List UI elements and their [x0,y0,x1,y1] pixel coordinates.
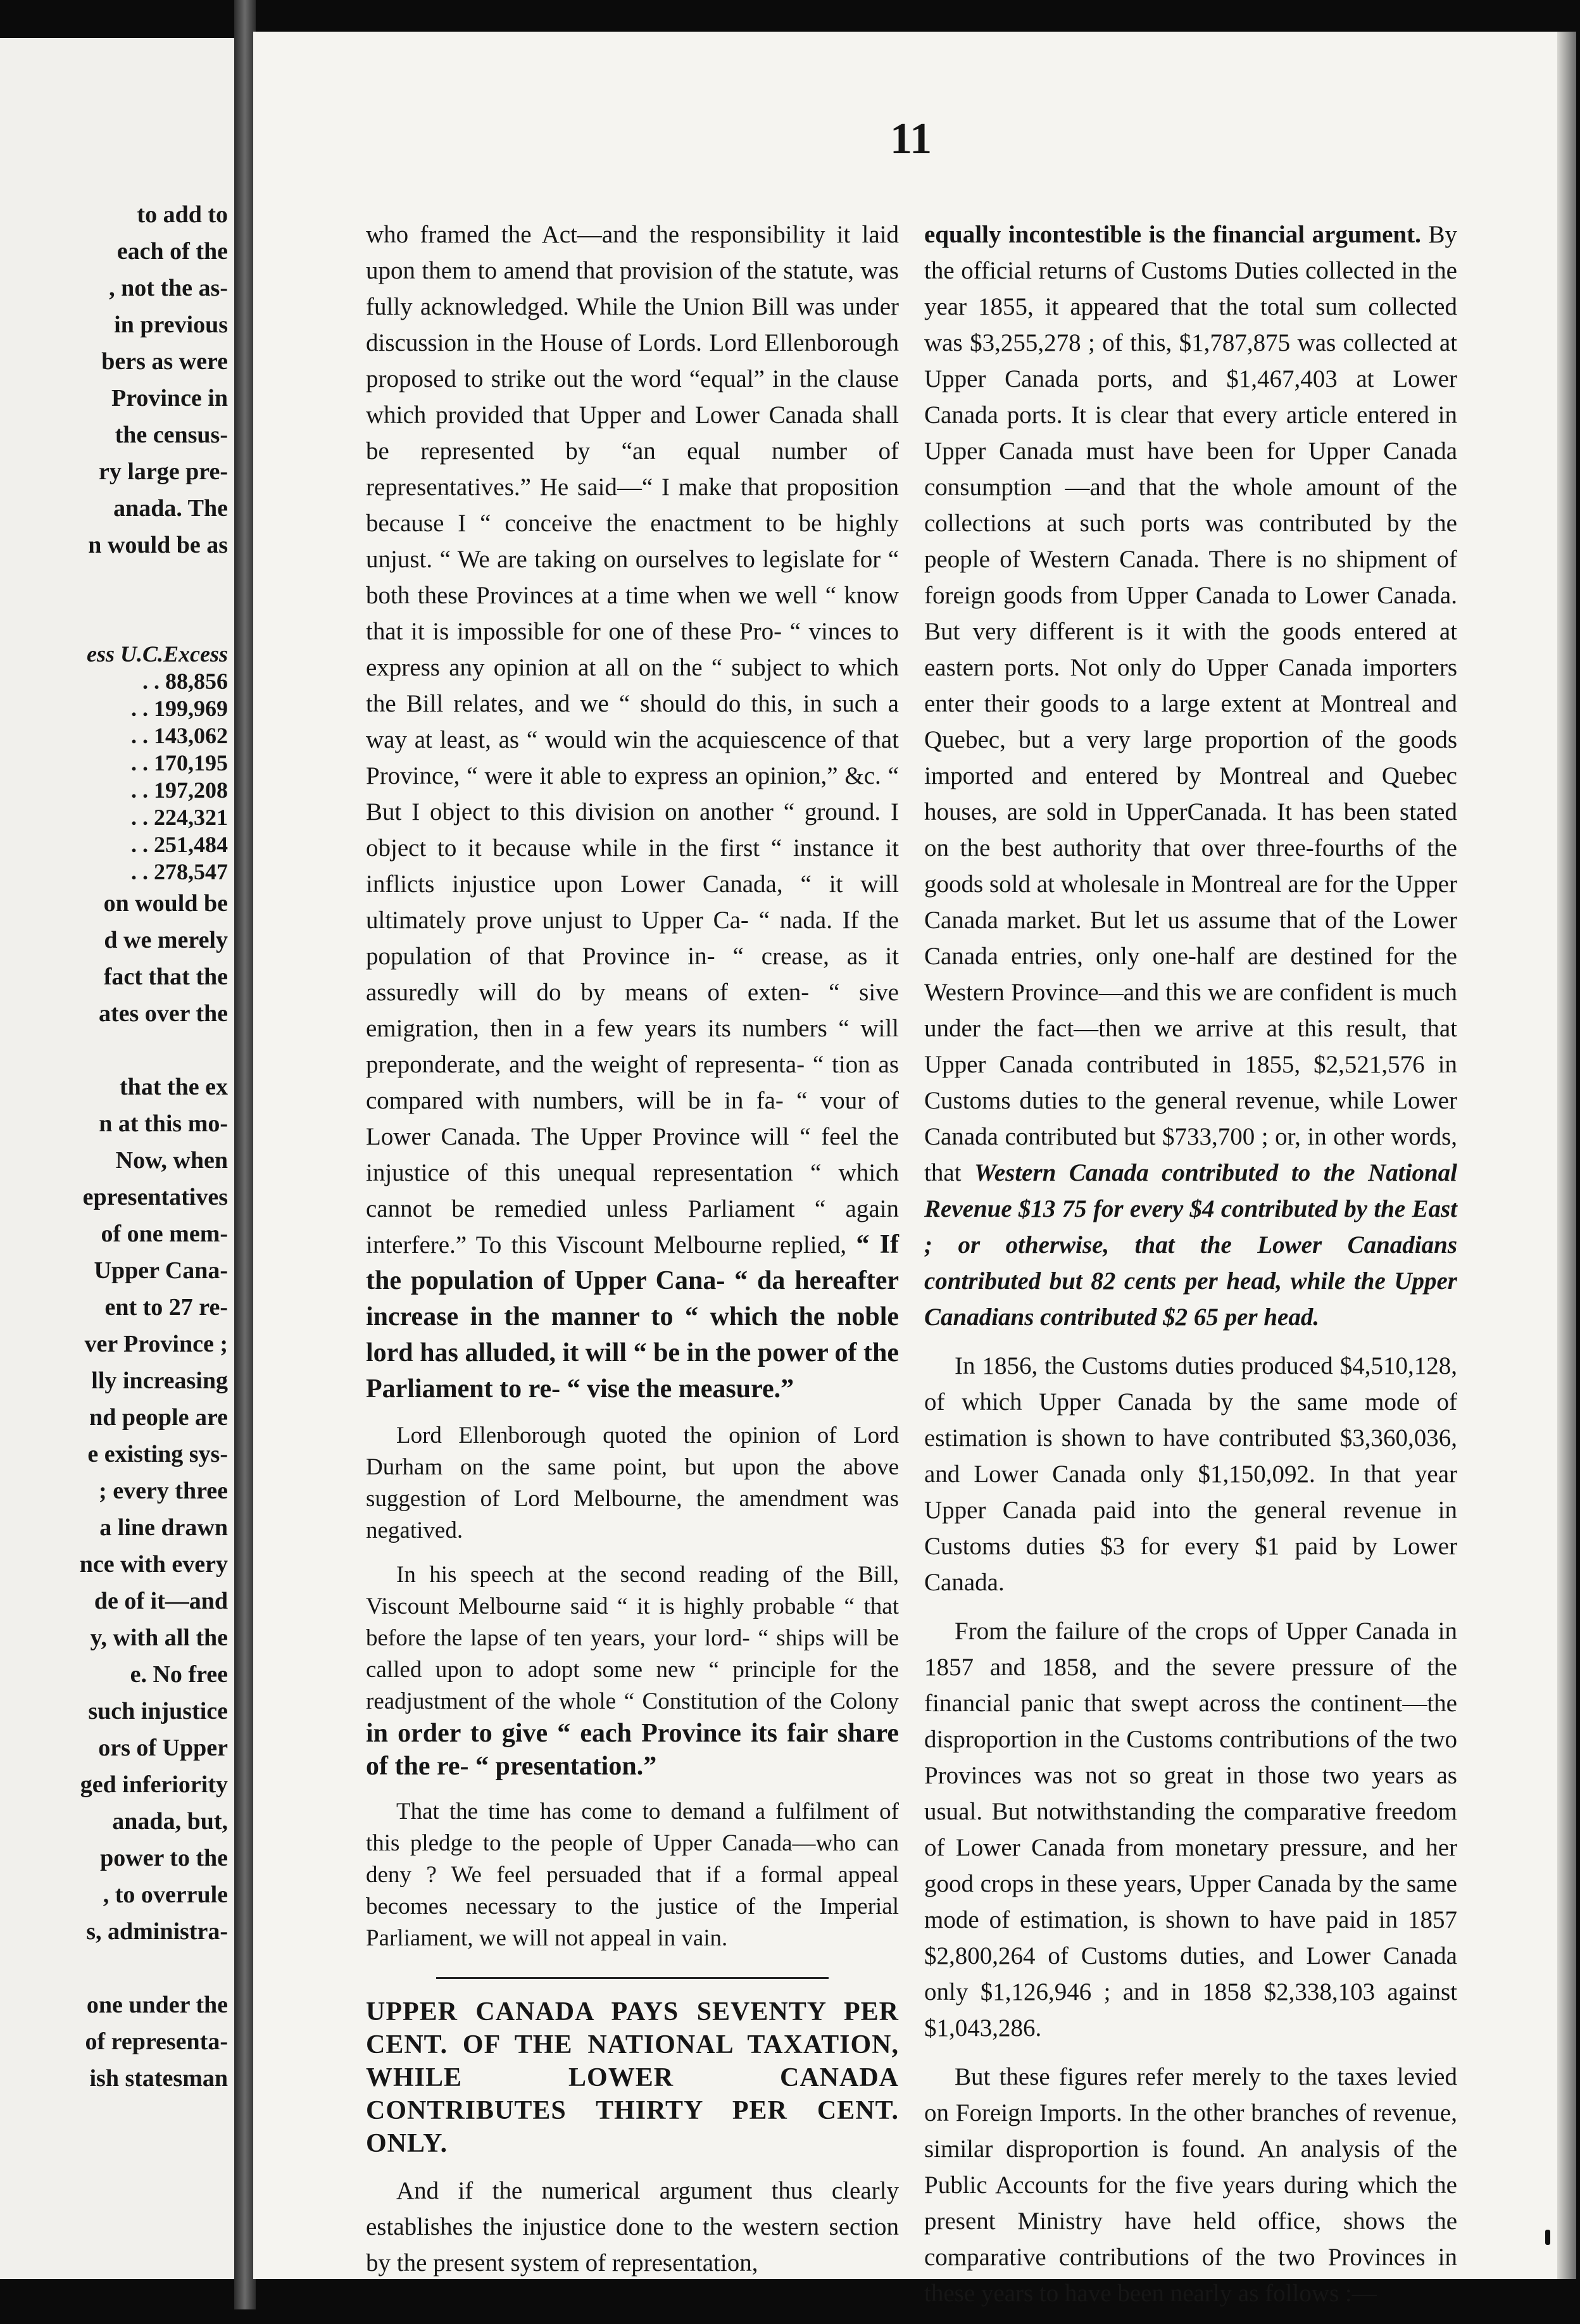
text-line: of representa- [85,2028,228,2055]
paragraph-text: who framed the Act—and the responsibility it laid upon them to amend that provision of the statute, was fully acknowledged. While the Union Bill was under discussion in the House of Lords. Lord Ellenborough proposed to strike out the word “equal” in the clause which provided that Upper and Lower Canada shall be represented by “an equal number of representatives.” He said—“ I make that proposition because I “ conceive the enactment to be highly unjust. “ We are taking on ourselves to legislate for “ both these Provinces at a time when we well “ know that it is impossible for one of these Pro- “ vinces to express any opinion at all on the “ subject to which the Bill relates, and we “ should do this, in such a way at least, as “ would win the acquiescence of that Province, “ were it able to express an opinion,” &c. “ But I object to this division on another “ ground. I object to it because while in the first “ instance it inflicts injustice upon Lower Canada, “ it will ultimately prove unjust to Upper Ca- “ nada. If the population of that Province in- “ crease, as it assuredly will do by means of exten- “ sive emigration, then in a few years its numbers “ will preponderate, and the weight of representa- “ tion as compared with numbers, will be in fa- “ vour of Lower Canada. The Upper Province will “ feel the injustice of this unequal representation “ which cannot be remedied unless Parliament “ again interfere.” To this Viscount Melbourne replied, [366,221,899,1259]
text-line: ry large pre- [99,458,228,485]
text-line: Upper Cana- [94,1257,228,1284]
text-line: , not the as- [109,275,228,301]
paragraph: But these figures refer merely to the taxes levied on Foreign Imports. In the other branches of revenue, similar disproportion is found. An analysis of the Public Accounts for the five years during which the present Ministry have held office, shows the comparative contributions of the two Provinces in these years to have been nearly as follows :— [924,2063,1457,2307]
book-spine [234,0,256,2309]
text-line: the census- [115,422,228,448]
text-line: that the ex [120,1074,228,1100]
facing-page [0,38,235,2279]
text-line: , to overrule [103,1881,228,1908]
paragraph: Lord Ellenborough quoted the opinion of Lord Durham on the same point, but upon the above suggestion of Lord Melbourne, the amendment was negatived. [366,1423,899,1543]
section-divider [436,1977,829,1979]
text-line: such injustice [88,1698,228,1724]
text-line: . . 143,062 [131,723,228,748]
text-line: nd people are [89,1404,228,1431]
text-line: . . 197,208 [131,777,228,803]
column-right [924,217,1457,2324]
text-line: e. No free [130,1661,228,1688]
italic-summary: Western Canada contributed to the National Revenue $13 75 for every $4 contributed by the East ; or otherwise, that the Lower Canadians contributed but 82 cents per head, while the Upper Canadians contributed $2 65 per head. [924,1159,1458,1331]
paragraph [366,217,899,1407]
paragraph: And if the numerical argument thus clearly establishes the injustice done to the western section by the present system of representation, [366,2177,899,2277]
text-line: ates over the [98,1000,228,1027]
page-edge-shadow [1557,32,1576,2279]
text-line: de of it—and [94,1588,228,1614]
text-line: a line drawn [99,1514,228,1541]
melbourne-quote: “ If the population of Upper Cana- “ da hereafter increase in the manner to “ which the noble lord has alluded, it will “ be in the power of the Parliament to re- “ vise the measure.” [366,1230,899,1404]
facing-page-lines-top [0,196,228,563]
paragraph-text: In his speech at the second reading of the Bill, Viscount Melbourne said “ it is highly probable “ that before the lapse of ten years, your lord- “ ships will be called upon to adopt some new “ principle for the readjustment of the whole “ Constitution of the Colony [366,1562,899,1714]
bold-quote: in order to give “ each Province its fair share of the re- “ presentation.” [366,1719,899,1781]
page-number: 11 [890,115,932,163]
facing-page-table [0,641,228,886]
text-line: s, administra- [86,1918,228,1945]
text-line: . . 88,856 [142,669,228,694]
text-line: fact that the [103,964,228,990]
text-line: . . 199,969 [131,696,228,721]
table-rows [0,668,228,886]
text-line: anada, but, [112,1808,228,1835]
paragraph-lead: equally incontestible is the financial argument. [924,221,1421,248]
text-line: ; every three [99,1478,228,1504]
text-line: in previous [114,311,228,338]
text-line: lly increasing [91,1367,228,1394]
main-page [253,32,1576,2307]
table-header: ess U.C.Excess [87,641,228,667]
text-line: . . 278,547 [131,859,228,884]
column-left [366,217,899,2294]
facing-page-lines-bottom [0,885,228,2097]
text-line: of one mem- [101,1221,228,1247]
text-line: each of the [116,238,228,265]
paragraph [924,217,1457,1335]
paragraph-text: By the official returns of Customs Duties collected in the year 1855, it appeared that the total sum collected was $3,255,278 ; of this, $1,787,875 was collected at Upper Canada ports, and $1,467,403 at Lower Canada ports. It is clear that every article entered in Upper Canada must have been for Upper Canada consumption —and that the whole amount of the collections at such ports was contributed by the people of Western Canada. There is no shipment of foreign goods from Upper Canada to Lower Canada. But very different is it with the goods entered at eastern ports. Not only do Upper Canada importers enter their goods to a large extent at Montreal and Quebec, but a very large proportion of the goods imported and entered by Montreal and Quebec houses, are sold in UpperCanada. It has been stated on the best authority that over three-fourths of the goods sold at wholesale in Montreal are for the Upper Canada market. But let us assume that of the Lower Canada entries, only one-half are destined for the Western Province—and this we are confident is much under the fact—then we arrive at this result, that Upper Canada contributed in 1855, $2,521,576 in Customs duties to the general revenue, while Lower Canada contributed but $733,700 ; or, in other words, that [924,221,1457,1186]
text-line: ent to 27 re- [104,1294,228,1321]
text-line: d we merely [104,927,228,953]
text-line: on would be [103,890,228,917]
text-line: one under the [86,1992,228,2018]
text-line: power to the [100,1845,228,1871]
text-line: . . 251,484 [131,832,228,857]
text-line: ish statesman [89,2065,228,2092]
paragraph: In 1856, the Customs duties produced $4,510,128, of which Upper Canada by the same mode of estimation is shown to have contributed $3,360,036, and Lower Canada only $1,150,092. In that year Upper Canada paid into the general revenue in Customs duties $3 for every $1 paid by Lower Canada. [924,1352,1457,1596]
text-line: n would be as [88,532,228,558]
ink-mark [1545,2230,1550,2245]
text-line: Now, when [115,1147,228,1174]
paragraph: That the time has come to demand a fulfilment of this pledge to the people of Upper Canada—who can deny ? We feel persuaded that if a formal appeal becomes necessary to the justice of the Imperial Parliament, we will not appeal in vain. [366,1799,899,1951]
text-line: ged inferiority [80,1771,228,1798]
text-line: e existing sys- [87,1441,228,1467]
text-line [0,1032,228,1069]
text-line: Province in [111,385,228,411]
paragraph: From the failure of the crops of Upper Canada in 1857 and 1858, and the severe pressure of the financial panic that swept across the continent—the disproportion in the Customs contributions of the two Provinces was not so great in those two years as usual. But notwithstanding the comparative freedom of Lower Canada from monetary pressure, and her good crops in these years, Upper Canada by the same mode of estimation, is shown to have paid in 1857 $2,800,264 of Customs duties, and Lower Canada only $1,126,946 ; and in 1858 $2,338,103 against $1,043,286. [924,1617,1457,2042]
text-line: ors of Upper [98,1735,228,1761]
text-line: . . 224,321 [131,805,228,830]
text-line: n at this mo- [99,1110,228,1137]
text-line: y, with all the [90,1624,228,1651]
text-line: epresentatives [82,1184,228,1210]
text-line: ver Province ; [84,1331,228,1357]
text-line: nce with every [79,1551,228,1578]
text-line: anada. The [113,495,228,522]
section-heading: UPPER CANADA PAYS SEVENTY PER CENT. OF THE NATIONAL TAXATION, WHILE LOWER CANADA CONTRIBUTES THIRTY PER CENT. ONLY. [366,1997,899,2158]
text-line: to add to [137,201,228,228]
text-line [0,1950,228,1987]
text-line: . . 170,195 [131,750,228,776]
paragraph [366,1559,899,1783]
text-line: bers as were [101,348,228,375]
